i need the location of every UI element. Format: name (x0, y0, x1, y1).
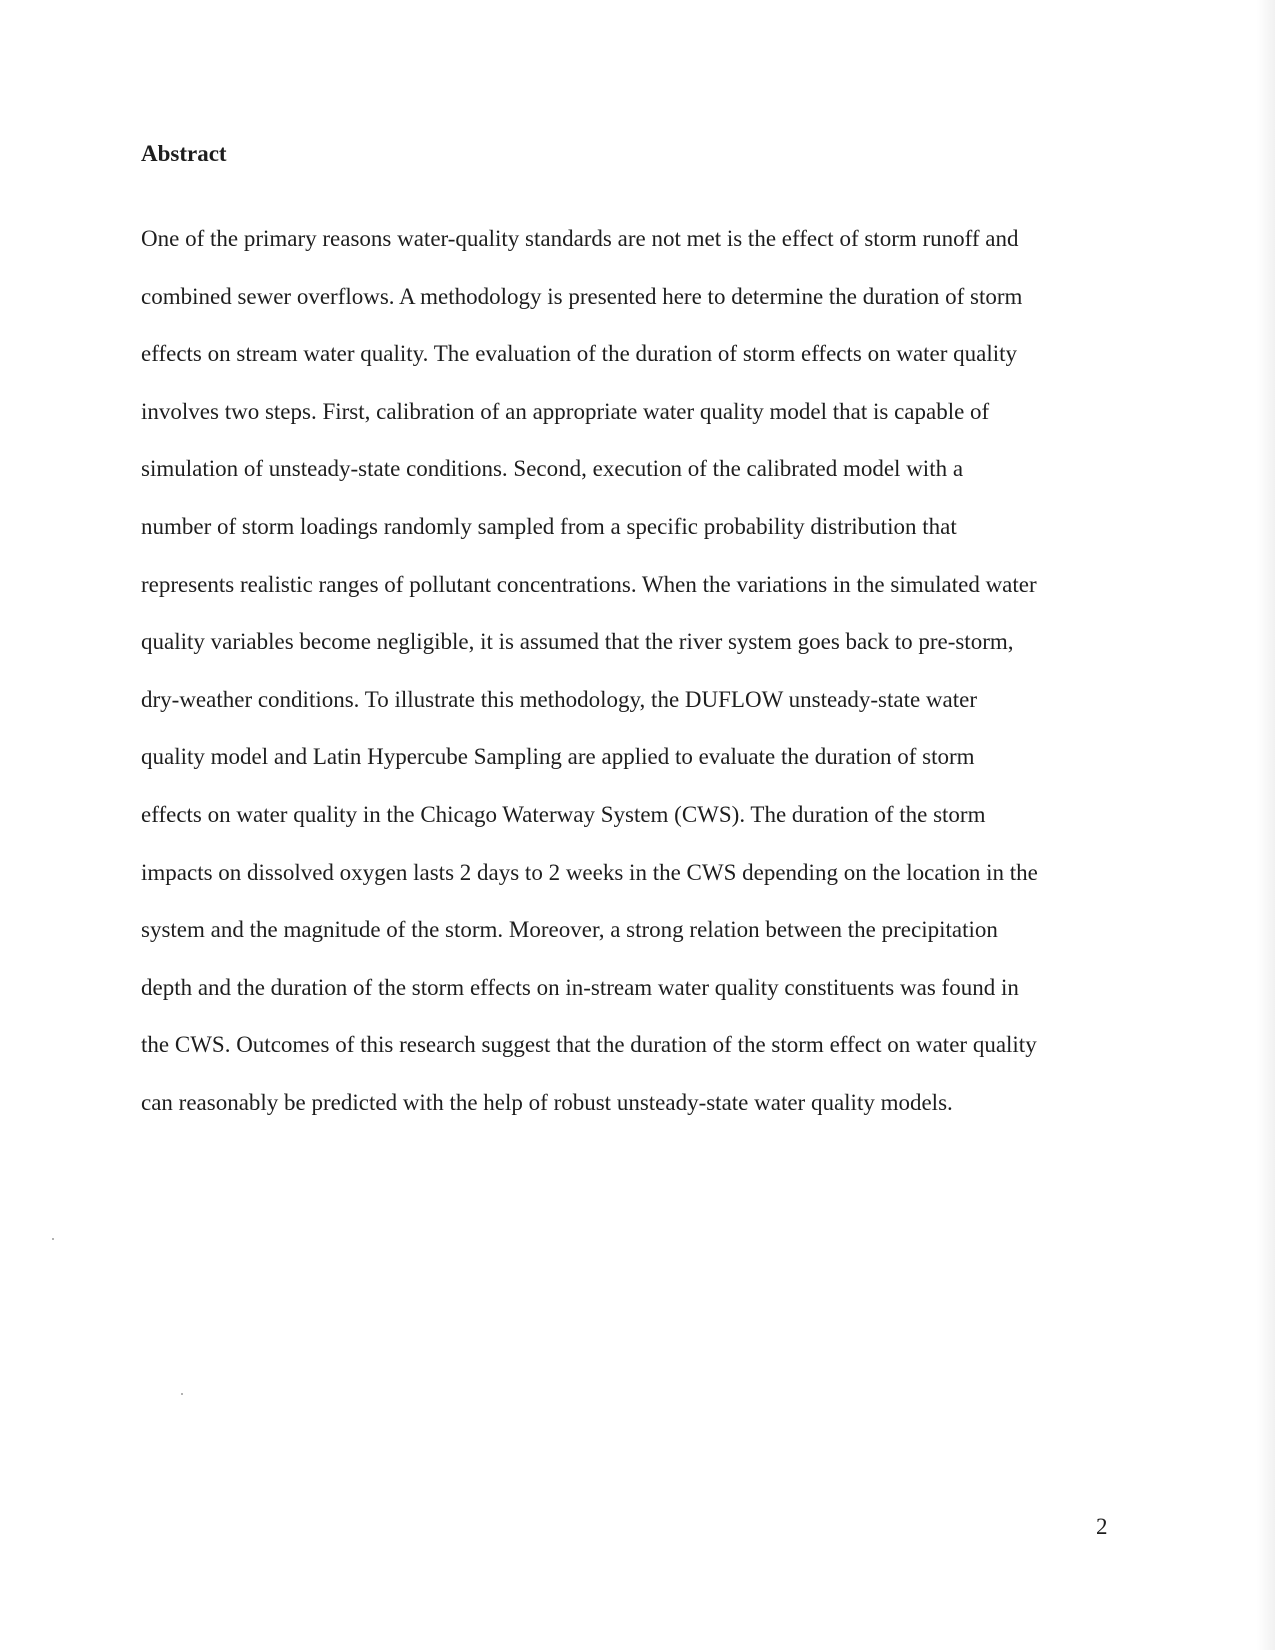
abstract-heading: Abstract (141, 141, 227, 166)
page-number: 2 (1096, 1514, 1108, 1539)
abstract-line: depth and the duration of the storm effects on in-stream water quality constituents was found in (141, 974, 1019, 1000)
abstract-line: number of storm loadings randomly sampled from a specific probability distribution that (141, 513, 957, 539)
abstract-line: represents realistic ranges of pollutant concentrations. When the variations in the simulated water (141, 571, 1037, 597)
scan-speck (181, 1393, 183, 1395)
abstract-line: the CWS. Outcomes of this research suggest that the duration of the storm effect on water quality (141, 1032, 1037, 1058)
abstract-line: involves two steps. First, calibration of an appropriate water quality model that is capable of (141, 398, 990, 424)
abstract-line: effects on water quality in the Chicago Waterway System (CWS). The duration of the storm (141, 801, 986, 827)
abstract-line: quality model and Latin Hypercube Sampling are applied to evaluate the duration of storm (141, 744, 975, 770)
page-edge-shadow (1257, 0, 1275, 1650)
abstract-line: can reasonably be predicted with the help of robust unsteady-state water quality models. (141, 1089, 953, 1115)
abstract-line: effects on stream water quality. The evaluation of the duration of storm effects on water quality (141, 341, 1018, 367)
abstract-line: combined sewer overflows. A methodology is presented here to determine the duration of storm (141, 283, 1023, 309)
abstract-line: quality variables become negligible, it is assumed that the river system goes back to pre-storm, (141, 629, 1014, 655)
abstract-body (141, 224, 1141, 1146)
abstract-line: One of the primary reasons water-quality standards are not met is the effect of storm runoff and (141, 226, 1019, 251)
scan-speck (52, 1238, 54, 1240)
abstract-line: system and the magnitude of the storm. Moreover, a strong relation between the precipitation (141, 917, 998, 943)
abstract-line: impacts on dissolved oxygen lasts 2 days to 2 weeks in the CWS depending on the location in the (141, 859, 1038, 885)
abstract-line: simulation of unsteady-state conditions. Second, execution of the calibrated model with a (141, 456, 964, 482)
abstract-line: dry-weather conditions. To illustrate this methodology, the DUFLOW unsteady-state water (141, 686, 978, 712)
